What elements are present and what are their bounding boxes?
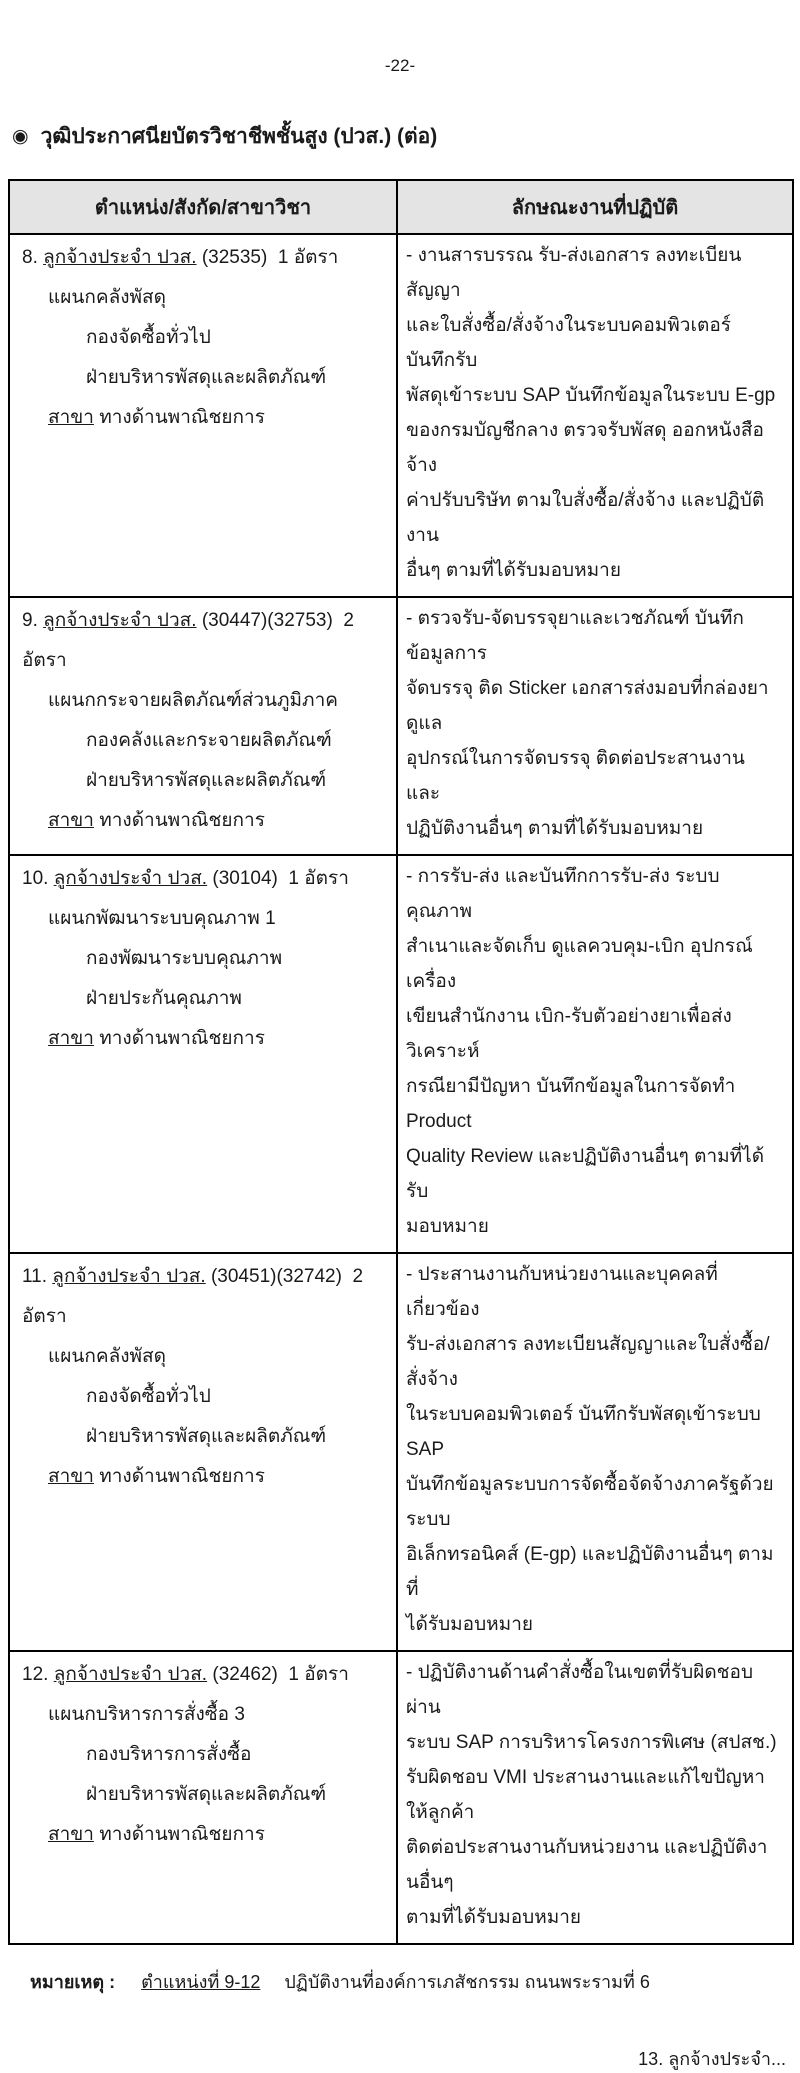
position-title: ลูกจ้างประจำ ปวส.: [53, 1664, 208, 1685]
position-cell: [9, 234, 397, 597]
affiliation-line: [22, 681, 390, 721]
position-code-count: (32462) 1 อัตรา: [212, 1664, 349, 1685]
duty-line: พัสดุเข้าระบบ SAP บันทึกข้อมูลในระบบ E-gp: [406, 385, 776, 406]
branch-value: ทางด้านพาณิชยการ: [99, 1028, 265, 1049]
footnote: [30, 1967, 800, 1996]
position-code-count: (30451)(32742) 2 อัตรา: [22, 1266, 369, 1327]
duty-line: รับผิดชอบ VMI ประสานงานและแก้ไขปัญหาให้ลูกค้า: [406, 1767, 765, 1823]
affiliation-department: แผนกคลังพัสดุ: [48, 1346, 166, 1367]
position-code-count: (30104) 1 อัตรา: [212, 868, 349, 889]
duty-line: อิเล็กทรอนิคส์ (E-gp) และปฏิบัติงานอื่นๆ ตามที่: [406, 1544, 774, 1600]
branch-label: สาขา: [48, 1466, 94, 1487]
duties-text: [406, 601, 784, 846]
duties-text: [406, 859, 784, 1244]
affiliation-department: แผนกคลังพัสดุ: [48, 287, 166, 308]
duty-line: Quality Review และปฏิบัติงานอื่นๆ ตามที่ได้รับ: [406, 1146, 765, 1202]
duty-line: - ปฏิบัติงานด้านคำสั่งซื้อในเขตที่รับผิดชอบผ่าน: [406, 1662, 754, 1718]
affiliation-line: [22, 1695, 390, 1735]
column-header-duties: ลักษณะงานที่ปฏิบัติ: [397, 180, 793, 234]
position-number: 8.: [22, 247, 38, 268]
affiliation-department: แผนกกระจายผลิตภัณฑ์ส่วนภูมิภาค: [48, 690, 338, 711]
table-row: [9, 1253, 793, 1651]
duty-line: จัดบรรจุ ติด Sticker เอกสารส่งมอบที่กล่องยา ดูแล: [406, 678, 769, 734]
affiliation-division: กองคลังและกระจายผลิตภัณฑ์: [86, 730, 332, 751]
affiliation-department: แผนกบริหารการสั่งซื้อ 3: [48, 1704, 245, 1725]
branch-line: [22, 1815, 390, 1855]
branch-label: สาขา: [48, 1028, 94, 1049]
duties-cell: [397, 597, 793, 855]
affiliation-division: กองบริหารการสั่งซื้อ: [86, 1744, 252, 1765]
branch-line: [22, 801, 390, 841]
affiliation-line: [22, 899, 390, 939]
position-title: ลูกจ้างประจำ ปวส.: [53, 868, 208, 889]
page-number: -22-: [384, 56, 416, 75]
position-code-count: (32535) 1 อัตรา: [201, 247, 339, 268]
duty-line: สำเนาและจัดเก็บ ดูแลควบคุม-เบิก อุปกรณ์เครื่อง: [406, 936, 753, 992]
duty-line: ปฏิบัติงานอื่นๆ ตามที่ได้รับมอบหมาย: [406, 818, 704, 839]
duties-cell: [397, 1651, 793, 1944]
duty-line: อื่นๆ ตามที่ได้รับมอบหมาย: [406, 560, 621, 581]
branch-value: ทางด้านพาณิชยการ: [99, 810, 265, 831]
position-number: 9.: [22, 610, 38, 631]
position-cell: [9, 855, 397, 1253]
position-number: 10.: [22, 868, 49, 889]
footnote-label: หมายเหตุ :: [30, 1972, 116, 1992]
position-cell: [9, 1651, 397, 1944]
position-title-line: [22, 601, 390, 681]
branch-value: ทางด้านพาณิชยการ: [99, 1466, 265, 1487]
table-header-row: [9, 180, 793, 234]
duty-line: อุปกรณ์ในการจัดบรรจุ ติดต่อประสานงาน และ: [406, 748, 745, 804]
branch-line: [22, 398, 390, 438]
branch-value: ทางด้านพาณิชยการ: [99, 1824, 265, 1845]
duty-line: ค่าปรับบริษัท ตามใบสั่งซื้อ/สั่งจ้าง และปฏิบัติงาน: [406, 490, 765, 546]
duty-line: ได้รับมอบหมาย: [406, 1614, 534, 1635]
duty-line: ในระบบคอมพิวเตอร์ บันทึกรับพัสดุเข้าระบบ SAP: [406, 1404, 761, 1460]
duty-line: ติดต่อประสานงานกับหน่วยงาน และปฏิบัติงานอื่นๆ: [406, 1837, 768, 1893]
duties-text: [406, 238, 784, 588]
position-title-line: [22, 1257, 390, 1337]
column-header-position: ตำแหน่ง/สังกัด/สาขาวิชา: [9, 180, 397, 234]
position-title-line: [22, 1655, 390, 1695]
continuation-marker: 13. ลูกจ้างประจำ...: [638, 2049, 786, 2069]
duty-line: - ตรวจรับ-จัดบรรจุยาและเวชภัณฑ์ บันทึกข้อมูลการ: [406, 608, 744, 664]
affiliation-bureau: ฝ่ายบริหารพัสดุและผลิตภัณฑ์: [86, 770, 327, 791]
affiliation-bureau: ฝ่ายบริหารพัสดุและผลิตภัณฑ์: [86, 1784, 327, 1805]
duty-line: มอบหมาย: [406, 1216, 489, 1237]
duty-line: เขียนสำนักงาน เบิก-รับตัวอย่างยาเพื่อส่งวิเคราะห์: [406, 1006, 732, 1062]
footnote-positions: ตำแหน่งที่ 9-12: [141, 1972, 261, 1992]
duty-line: รับ-ส่งเอกสาร ลงทะเบียนสัญญาและใบสั่งซื้อ/สั่งจ้าง: [406, 1334, 770, 1390]
duty-line: - การรับ-ส่ง และบันทึกการรับ-ส่ง ระบบคุณภาพ: [406, 866, 720, 922]
duty-line: บันทึกข้อมูลระบบการจัดซื้อจัดจ้างภาครัฐด้วยระบบ: [406, 1474, 774, 1530]
duties-cell: [397, 234, 793, 597]
table-row: [9, 597, 793, 855]
section-bullet-icon: ◉: [12, 126, 29, 147]
affiliation-bureau: ฝ่ายประกันคุณภาพ: [86, 988, 242, 1009]
position-title-line: [22, 859, 390, 899]
duty-line: ระบบ SAP การบริหารโครงการพิเศษ (สปสช.): [406, 1732, 777, 1753]
position-title: ลูกจ้างประจำ ปวส.: [43, 247, 197, 268]
duty-line: - ประสานงานกับหน่วยงานและบุคคลที่เกี่ยวข้อง: [406, 1264, 718, 1320]
branch-label: สาขา: [48, 407, 94, 428]
duty-line: ตามที่ได้รับมอบหมาย: [406, 1907, 582, 1928]
duty-line: ของกรมบัญชีกลาง ตรวจรับพัสดุ ออกหนังสือจ้าง: [406, 420, 764, 476]
affiliation-line: [22, 278, 390, 318]
affiliation-division: กองจัดซื้อทั่วไป: [86, 1386, 211, 1407]
duty-line: - งานสารบรรณ รับ-ส่งเอกสาร ลงทะเบียนสัญญา: [406, 245, 742, 301]
position-title: ลูกจ้างประจำ ปวส.: [43, 610, 197, 631]
positions-table: [8, 179, 794, 1945]
position-number: 11.: [22, 1266, 48, 1287]
table-row: [9, 855, 793, 1253]
table-row: [9, 1651, 793, 1944]
section-heading: [12, 120, 800, 153]
duties-cell: [397, 1253, 793, 1651]
branch-line: [22, 1019, 390, 1059]
duties-cell: [397, 855, 793, 1253]
position-cell: [9, 597, 397, 855]
duty-line: และใบสั่งซื้อ/สั่งจ้างในระบบคอมพิวเตอร์ บันทึกรับ: [406, 315, 731, 371]
duty-line: กรณียามีปัญหา บันทึกข้อมูลในการจัดทำ Product: [406, 1076, 736, 1132]
position-number: 12.: [22, 1664, 49, 1685]
branch-label: สาขา: [48, 1824, 94, 1845]
branch-label: สาขา: [48, 810, 94, 831]
branch-value: ทางด้านพาณิชยการ: [99, 407, 265, 428]
affiliation-department: แผนกพัฒนาระบบคุณภาพ 1: [48, 908, 276, 929]
position-code-count: (30447)(32753) 2 อัตรา: [22, 610, 360, 671]
affiliation-bureau: ฝ่ายบริหารพัสดุและผลิตภัณฑ์: [86, 367, 327, 388]
branch-line: [22, 1457, 390, 1497]
affiliation-division: กองจัดซื้อทั่วไป: [86, 327, 211, 348]
duties-text: [406, 1257, 784, 1642]
position-title: ลูกจ้างประจำ ปวส.: [52, 1266, 206, 1287]
duties-text: [406, 1655, 784, 1935]
footnote-text: ปฏิบัติงานที่องค์การเภสัชกรรม ถนนพระรามที่ 6: [284, 1972, 650, 1992]
affiliation-bureau: ฝ่ายบริหารพัสดุและผลิตภัณฑ์: [86, 1426, 327, 1447]
section-heading-text: วุฒิประกาศนียบัตรวิชาชีพชั้นสูง (ปวส.) (ต่อ): [40, 125, 438, 148]
affiliation-line: [22, 1337, 390, 1377]
table-row: [9, 234, 793, 597]
position-title-line: [22, 238, 390, 278]
affiliation-division: กองพัฒนาระบบคุณภาพ: [86, 948, 283, 969]
position-cell: [9, 1253, 397, 1651]
